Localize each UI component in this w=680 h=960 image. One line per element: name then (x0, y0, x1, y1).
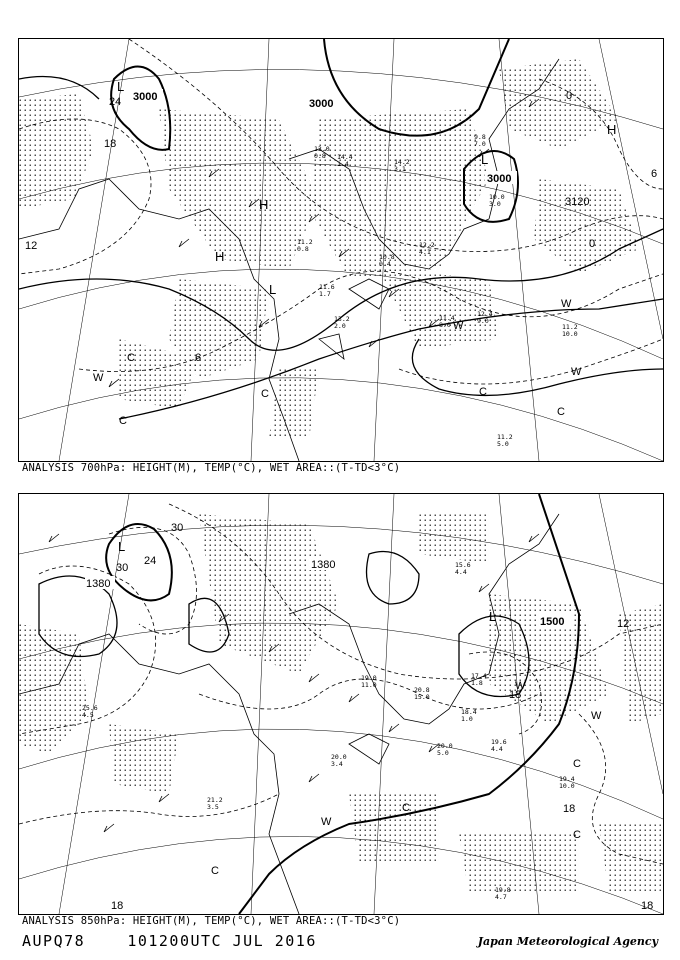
station-dewpoint-depression: 1.0 (461, 715, 473, 723)
station-dewpoint-depression: 3.4 (331, 760, 343, 768)
temp-label: 0 (589, 238, 596, 250)
station-dewpoint-depression: 4.4 (491, 745, 503, 753)
station-temp: 19.8 (495, 886, 511, 894)
temp-label: 30 (116, 562, 129, 574)
temp-label: 12 (25, 240, 38, 252)
station-dewpoint-depression: 0.8 (297, 245, 309, 253)
station-temp: 19.4 (559, 775, 575, 783)
station-temp: 12.4 (477, 310, 493, 318)
low-center: L (481, 152, 489, 167)
station-dewpoint-depression: 0.4 (379, 260, 391, 268)
station-dewpoint-depression: 15.0 (414, 693, 430, 701)
cold-air-label: C (211, 865, 219, 877)
high-center: H (607, 122, 617, 137)
station-temp: 20.0 (331, 753, 347, 761)
high-center: H (259, 197, 269, 212)
temp-label: 6 (195, 352, 202, 364)
station-dewpoint-depression: 8.0 (439, 321, 451, 329)
station-temp: 19.6 (491, 738, 507, 746)
station-temp: 10.8 (379, 253, 395, 261)
cold-air-label: C (479, 386, 487, 398)
cold-air-label: C (402, 802, 410, 814)
panel-caption-700hpa: ANALYSIS 700hPa: HEIGHT(M), TEMP(°C), WET AREA::(T-TD<3°C) (22, 462, 401, 474)
temp-label: 18 (641, 900, 654, 912)
station-temp: 11.6 (319, 283, 335, 291)
temp-label: 18 (104, 138, 117, 150)
station-dewpoint-depression: 4.4 (455, 568, 467, 576)
station-temp: 10.0 (489, 193, 505, 201)
station-temp: 15.6 (455, 561, 471, 569)
map-panel-700hpa (18, 38, 664, 462)
station-dewpoint-depression: 4.5 (82, 711, 94, 719)
temp-label: 18 (509, 689, 522, 701)
station-temp: 19.0 (361, 674, 377, 682)
cold-air-label: C (119, 415, 127, 427)
low-center: L (269, 282, 277, 297)
station-dewpoint-depression: 3.0 (489, 200, 501, 208)
temp-label: 18 (563, 803, 576, 815)
station-temp: 9.8 (474, 133, 486, 141)
station-dewpoint-depression: 7.0 (474, 140, 486, 148)
station-dewpoint-depression: 4.1 (419, 248, 431, 256)
station-temp: 25.6 (82, 704, 98, 712)
warm-air-label: W (453, 320, 464, 332)
map-700hpa (19, 39, 663, 461)
high-center: H (215, 249, 225, 264)
station-temp: 11.2 (562, 323, 578, 331)
station-temp: 18.4 (461, 708, 477, 716)
station-dewpoint-depression: 3.1 (394, 165, 406, 173)
station-dewpoint-depression: 10.0 (559, 782, 575, 790)
station-dewpoint-depression: 9.0 (477, 317, 489, 325)
temp-label: 24 (144, 555, 157, 567)
station-dewpoint-depression: 4.7 (495, 893, 507, 901)
map-panel-850hpa (18, 493, 664, 915)
temp-label: 6 (651, 168, 658, 180)
temp-label: 30 (171, 522, 184, 534)
station-temp: 14.2 (394, 158, 410, 166)
panel-caption-850hpa: ANALYSIS 850hPa: HEIGHT(M), TEMP(°C), WET AREA::(T-TD<3°C) (22, 915, 401, 927)
height-label: 3000 (133, 91, 158, 103)
station-temp: 21.2 (207, 796, 223, 804)
station-temp: 13.2 (334, 315, 350, 323)
cold-air-label: C (261, 388, 269, 400)
warm-air-label: W (515, 680, 526, 692)
station-temp: 20.8 (414, 686, 430, 694)
height-label: 3000 (309, 98, 334, 110)
station-dewpoint-depression: 10.0 (562, 330, 578, 338)
station-temp: 11.4 (439, 314, 455, 322)
warm-air-label: W (571, 366, 582, 378)
warm-air-label: W (561, 298, 572, 310)
height-label: 1380 (86, 578, 111, 590)
station-temp: 20.0 (437, 742, 453, 750)
station-temp: 11.2 (297, 238, 313, 246)
product-code: AUPQ78 (22, 932, 86, 950)
station-dewpoint-depression: 2.0 (334, 322, 346, 330)
station-temp: 13.0 (314, 145, 330, 153)
temp-label: 0 (566, 90, 573, 102)
cold-air-label: C (573, 829, 581, 841)
station-dewpoint-depression: 1.8 (471, 679, 483, 687)
low-center: L (489, 609, 497, 624)
station-dewpoint-depression: 11.0 (361, 681, 377, 689)
low-center: L (118, 539, 126, 554)
low-center: L (117, 79, 125, 94)
height-label: 1380 (311, 559, 336, 571)
cold-air-label: C (573, 758, 581, 770)
temp-label: 18 (111, 900, 124, 912)
warm-air-label: W (321, 816, 332, 828)
cold-air-label: C (127, 352, 135, 364)
map-850hpa (19, 494, 663, 914)
warm-air-label: W (93, 372, 104, 384)
wet-areas (19, 59, 639, 439)
station-temp: 14.4 (337, 153, 353, 161)
warm-air-label: W (591, 710, 602, 722)
product-code-line (22, 932, 317, 950)
station-dewpoint-depression: 0.8 (314, 152, 326, 160)
station-temp: 12.2 (419, 241, 435, 249)
station-dewpoint-depression: 1.7 (319, 290, 331, 298)
station-temp: 11.2 (497, 433, 513, 441)
analysis-datetime: 101200UTC JUL 2016 (127, 932, 317, 950)
height-label: 1500 (540, 616, 565, 628)
height-label: 3120 (565, 196, 590, 208)
cold-air-label: C (557, 406, 565, 418)
station-dewpoint-depression: 5.0 (497, 440, 509, 448)
temp-label: 24 (109, 96, 122, 108)
temp-label: 12 (617, 618, 630, 630)
station-dewpoint-depression: 5.0 (437, 749, 449, 757)
height-label: 3000 (487, 173, 512, 185)
station-dewpoint-depression: 1.4 (337, 160, 349, 168)
station-temp: 17.4 (471, 672, 487, 680)
agency-name: Japan Meteorological Agency (477, 935, 658, 948)
station-dewpoint-depression: 3.5 (207, 803, 219, 811)
